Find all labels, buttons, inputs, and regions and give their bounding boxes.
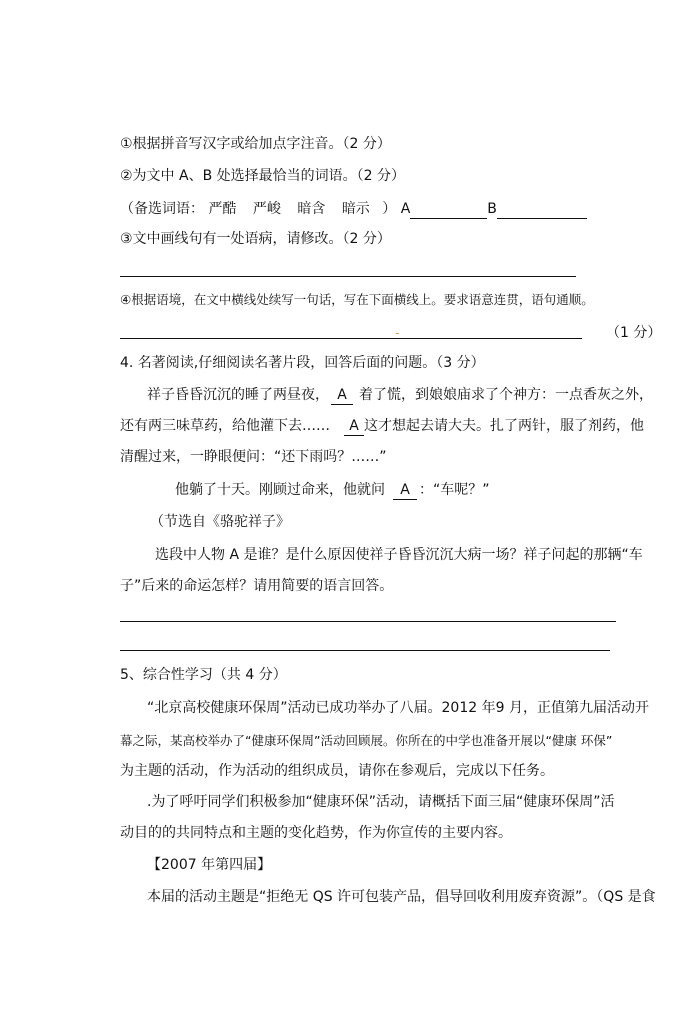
option-word: 严峻 (252, 201, 281, 217)
q5-paragraph-line-1: “北京高校健康环保周”活动已成功举办了八届。2012 年9 月，正值第九届活动开 (147, 700, 649, 716)
option-word: 严酷 (208, 201, 237, 217)
blank-a-label: A (400, 201, 411, 217)
q4-question-line-2: 子”后来的命运怎样？请用简要的语言回答。 (120, 578, 394, 594)
answer-line[interactable] (120, 338, 582, 339)
option-word: 暗示 (341, 201, 370, 217)
answer-line[interactable] (120, 650, 610, 651)
q3-item-2: ②为文中 A、B 处选择最恰当的词语。（2 分） (120, 168, 405, 184)
answer-blank-a[interactable] (410, 201, 487, 219)
passage-text: 还有两三味草药，给他灌下去…… (120, 418, 330, 434)
blank-a-inline: A (344, 418, 364, 436)
blank-b-label: B (487, 201, 497, 217)
q4-passage-line-1 (147, 385, 653, 405)
options-suffix: ） (382, 201, 397, 217)
q5-paragraph-line-3: 为主题的活动，作为活动的组织成员，请你在参观后，完成以下任务。 (120, 763, 554, 779)
q4-passage-line-3: 清醒过来，一睁眼便问：“还下雨吗？……” (120, 449, 387, 465)
q4-heading: 4. 名著阅读,仔细阅读名著片段，回答后面的问题。（3 分） (120, 355, 485, 371)
faint-mark (396, 333, 399, 334)
passage-text: 他躺了十天。刚顾过命来，他就问 (175, 482, 385, 498)
blank-a-inline: A (393, 482, 417, 500)
q5-section-text: 本届的活动主题是“拒绝无 QS 许可包装产品，倡导回收利用废弃资源”。（QS 是食 (147, 889, 656, 905)
q5-task-line-2: 动目的的共同特点和主题的变化趋势，作为你宣传的主要内容。 (120, 825, 512, 841)
q4-passage-line-4 (175, 480, 490, 500)
options-prefix: （备选词语： (120, 201, 204, 217)
q3-item-4: ④根据语境，在文中横线处续写一句话，写在下面横线上。要求语意连贯，语句通顺。 (120, 292, 594, 307)
answer-line[interactable] (120, 276, 576, 277)
q4-question-line-1: 选段中人物 A 是谁？是什么原因使祥子昏昏沉沉大病一场？祥子问起的那辆“车 (155, 547, 643, 563)
blank-a-inline: A (331, 387, 353, 405)
answer-blank-b[interactable] (497, 201, 587, 219)
q3-item-4-score: （1 分） (606, 325, 662, 341)
q3-word-options (120, 199, 587, 219)
passage-text: 祥子昏昏沉沉的睡了两昼夜， (147, 387, 329, 403)
q5-heading: 5、综合性学习（共 4 分） (120, 667, 287, 683)
q3-item-1: ①根据拼音写汉字或给加点字注音。（2 分） (120, 136, 391, 152)
passage-text: 这才想起去请大夫。扎了两针，服了剂药，他 (364, 418, 644, 434)
q3-item-3: ③文中画线句有一处语病，请修改。（2 分） (120, 231, 391, 247)
option-word: 暗含 (297, 201, 326, 217)
passage-text: ：“车呢？” (419, 482, 490, 498)
q5-paragraph-line-2: 幕之际，某高校举办了“健康环保周”活动回顾展。你所在的中学也准备开展以“健康 环保” (120, 733, 613, 748)
answer-line[interactable] (120, 621, 616, 622)
q4-passage-line-2 (120, 416, 644, 436)
q4-source: （节选自《骆驼祥子》 (150, 514, 290, 530)
q5-section-title: 【2007 年第四届】 (147, 857, 272, 873)
passage-text: 着了慌，到娘娘庙求了个神方：一点香灰之外， (359, 387, 653, 403)
q5-task-line-1: .为了呼吁同学们积极参加“健康环保”活动，请概括下面三届“健康环保周”活 (147, 794, 615, 810)
